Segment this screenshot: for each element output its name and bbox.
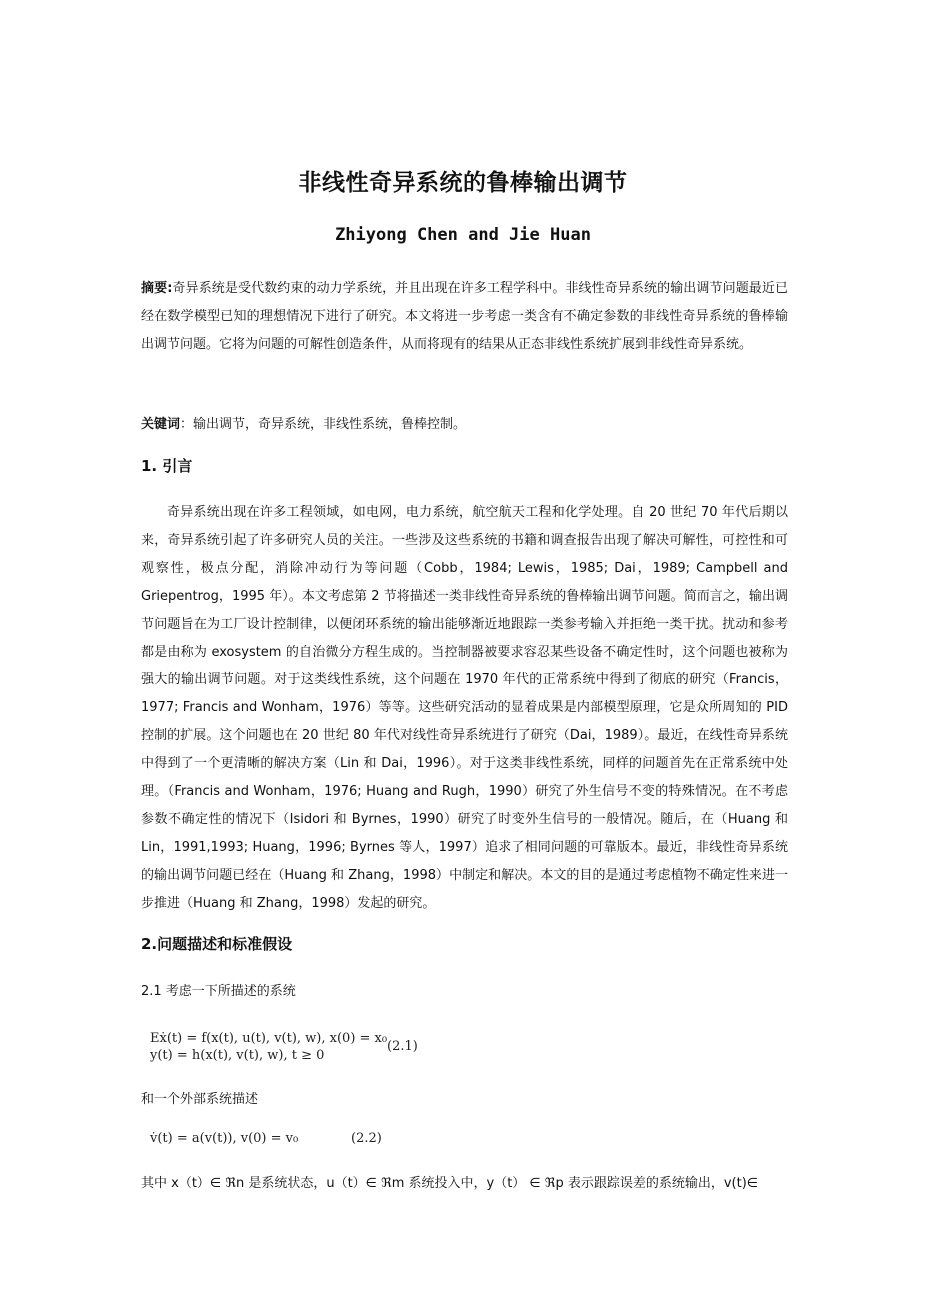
equation-2-1 (150, 1030, 387, 1064)
keywords-text: ：输出调节，奇异系统，非线性系统，鲁棒控制。 (180, 417, 467, 432)
definitions-line: 其中 x（t）∈ ℜn 是系统状态，u（t）∈ ℜm 系统投入中，y（t） ∈ ℜp 表示跟踪误差的系统输出，v(t)∈ (141, 1176, 759, 1191)
section-1-heading: 1. 引言 (141, 457, 193, 475)
keywords (141, 411, 788, 439)
paper-authors: Zhiyong Chen and Jie Huan (335, 225, 591, 245)
keywords-label: 关键词 (141, 417, 181, 432)
equation-2-1-line-2: y(t) = h(x(t), v(t), w), t ≥ 0 (150, 1048, 325, 1063)
paper-title: 非线性奇异系统的鲁棒输出调节 (298, 170, 628, 196)
equation-2-2-number: (2.2) (351, 1131, 382, 1146)
section-1-body: 奇异系统出现在许多工程领域，如电网，电力系统，航空航天工程和化学处理。自 20 世纪 70 年代后期以来，奇异系统引起了许多研究人员的关注。一些涉及这些系统的书籍和调查报告出现了解决可解性，可控性和可观察性，极点分配，消除冲动行为等问题（Cobb，1984; Lewis，1985; Dai，1989; Campbell and Griepentrog，1995 年）。本文考虑第 2 节将描述一类非线性奇异系统的鲁棒输出调节问题。简而言之，输出调节问题旨在为工厂设计控制律，以便闭环系统的输出能够渐近地跟踪一类参考输入并拒绝一类干扰。扰动和参考都是由称为 exosystem 的自治微分方程生成的。当控制器被要求容忍某些设备不确定性时，这个问题也被称为强大的输出调节问题。对于这类线性系统，这个问题在 1970 年代的正常系统中得到了彻底的研究（Francis，1977; Francis and Wonham，1976）等等。这些研究活动的显着成果是内部模型原理，它是众所周知的 PID 控制的扩展。这个问题也在 20 世纪 80 年代对线性奇异系统进行了研究（Dai，1989）。最近，在线性奇异系统中得到了一个更清晰的解决方案（Lin 和 Dai，1996）。对于这类非线性系统，同样的问题首先在正常系统中处理。（Francis and Wonham，1976; Huang and Rugh，1990）研究了外生信号不变的特殊情况。在不考虑参数不确定性的情况下（Isidori 和 Byrnes，1990）研究了时变外生信号的一般情况。随后，在（Huang 和 Lin，1991,1993; Huang，1996; Byrnes 等人，1997）追求了相同问题的可靠版本。最近，非线性奇异系统的输出调节问题已经在（Huang 和 Zhang，1998）中制定和解决。本文的目的是通过考虑植物不确定性来进一步推进（Huang 和 Zhang，1998）发起的研究。 (141, 505, 788, 911)
connector-text: 和一个外部系统描述 (141, 1092, 259, 1107)
abstract-text: 奇异系统是受代数约束的动力学系统，并且出现在许多工程学科中。非线性奇异系统的输出调节问题最近已经在数学模型已知的理想情况下进行了研究。本文将进一步考虑一类含有不确定参数的非线性奇异系统的鲁棒输出调节问题。它将为问题的可解性创造条件，从而将现有的结果从正态非线性系统扩展到非线性奇异系统。 (141, 281, 788, 352)
subsection-2-1: 2.1 考虑一下所描述的系统 (141, 984, 296, 999)
equation-2-2: v̇(t) = a(v(t)), v(0) = v₀ (150, 1131, 299, 1146)
equation-2-1-line-1: Eẋ(t) = f(x(t), u(t), v(t), w), x(0) = x₀ (150, 1031, 388, 1046)
abstract (141, 275, 788, 359)
section-2-heading: 2.问题描述和标准假设 (141, 935, 293, 953)
equation-2-1-number: (2.1) (387, 1039, 418, 1054)
abstract-label: 摘要: (141, 281, 173, 296)
